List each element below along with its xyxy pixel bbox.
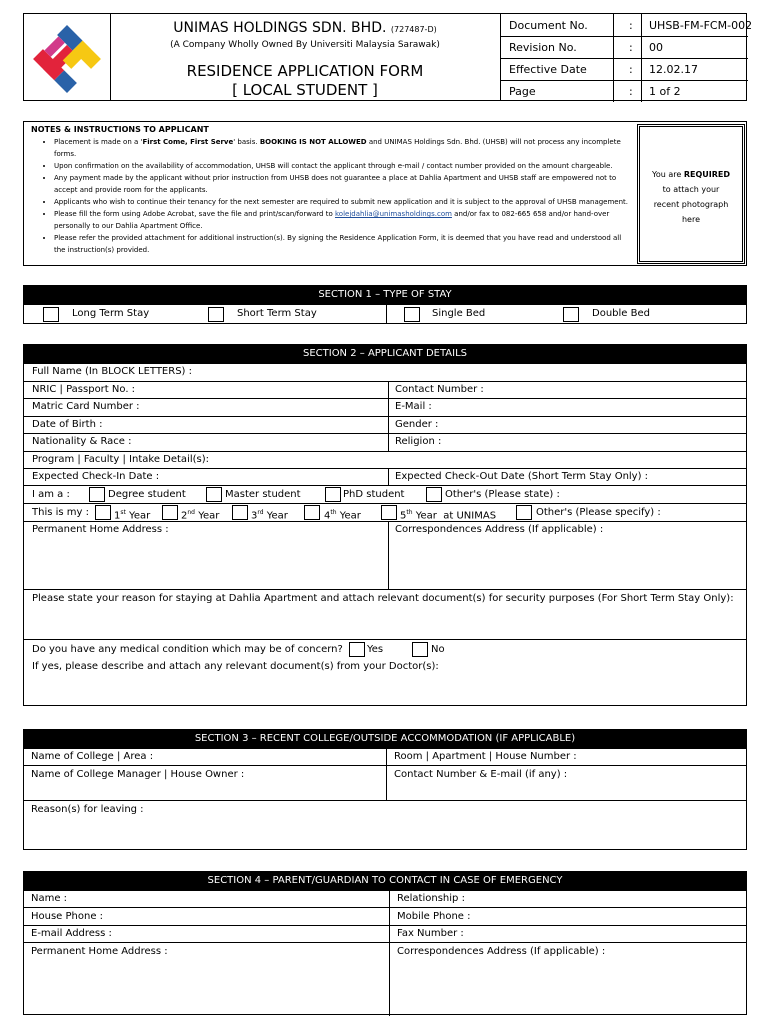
notes-block: [23, 121, 747, 266]
photo-placeholder[interactable]: You are REQUIRED to attach your recent photograph here: [637, 124, 745, 264]
program-faculty-label: Program | Faculty | Intake Detail(s):: [32, 454, 210, 465]
form-subtitle: [ LOCAL STUDENT ]: [232, 81, 378, 99]
degree-student-checkbox[interactable]: [89, 487, 105, 502]
long-term-stay-label: Long Term Stay: [72, 308, 150, 319]
meta-label: Effective Date: [509, 63, 587, 76]
medical-no-label: No: [431, 644, 445, 655]
company-logo: [30, 22, 104, 96]
year-3-label: 3rd Year: [251, 509, 288, 522]
company-reg-no: (727487-D): [390, 25, 437, 34]
year-4-label: 4th Year: [324, 509, 361, 522]
year-other-checkbox[interactable]: [516, 505, 532, 520]
nric-label: NRIC | Passport No. :: [32, 384, 136, 395]
year-2-label: 2nd Year: [181, 509, 220, 522]
phd-student-label: PhD student: [343, 489, 405, 500]
gender-label: Gender :: [395, 419, 439, 430]
guardian-permanent-address-label: Permanent Home Address :: [31, 946, 168, 957]
guardian-correspondence-address-label: Correspondences Address (If applicable) :: [397, 946, 606, 957]
long-term-stay-checkbox[interactable]: [43, 307, 59, 322]
medical-description-label: If yes, please describe and attach any relevant document(s) from your Doctor(s):: [32, 661, 439, 672]
house-phone-label: House Phone :: [31, 911, 104, 922]
nationality-race-label: Nationality & Race :: [32, 436, 132, 447]
degree-student-label: Degree student: [108, 489, 186, 500]
medical-yes-checkbox[interactable]: [349, 642, 365, 657]
college-name-label: Name of College | Area :: [31, 751, 154, 762]
section1-header: SECTION 1 – TYPE OF STAY: [24, 286, 746, 304]
note-item: • Please refer the provided attachment for additional instruction(s). By signing the Residence Application Form, it is deemed that you have read and understood all the instruction(s) provided.: [54, 232, 632, 256]
master-student-label: Master student: [225, 489, 301, 500]
year-other-label: Other's (Please specify) :: [536, 507, 661, 518]
section4-header: SECTION 4 – PARENT/GUARDIAN TO CONTACT IN CASE OF EMERGENCY: [24, 872, 746, 890]
meta-sep: :: [629, 41, 633, 54]
fax-number-label: Fax Number :: [397, 928, 464, 939]
meta-label: Document No.: [509, 19, 588, 32]
email-link[interactable]: kolejdahlia@unimasholdings.com: [334, 210, 452, 218]
header-block: [23, 13, 753, 101]
year-3-checkbox[interactable]: [232, 505, 248, 520]
company-name: UNIMAS HOLDINGS SDN. BHD.: [173, 20, 387, 36]
form-title: RESIDENCE APPLICATION FORM: [186, 62, 424, 80]
other-student-label: Other's (Please state) :: [445, 489, 560, 500]
guardian-email-label: E-mail Address :: [31, 928, 112, 939]
meta-label: Page: [509, 85, 536, 98]
other-student-checkbox[interactable]: [426, 487, 442, 502]
permanent-address-label: Permanent Home Address :: [32, 524, 169, 535]
year-4-checkbox[interactable]: [304, 505, 320, 520]
section4-emergency-contact: [23, 871, 747, 1015]
unimas-logo-icon: [30, 22, 104, 96]
double-bed-checkbox[interactable]: [563, 307, 579, 322]
meta-label: Revision No.: [509, 41, 577, 54]
note-item: • Placement is made on a 'First Come, First Serve' basis. BOOKING IS NOT ALLOWED and UNIMAS Holdings Sdn. Bhd. (UHSB) will not process any incomplete forms.: [54, 136, 632, 160]
contact-number-label: Contact Number :: [395, 384, 484, 395]
year-1-checkbox[interactable]: [95, 505, 111, 520]
year-5-checkbox[interactable]: [381, 505, 397, 520]
section3-recent-accommodation: [23, 729, 747, 850]
date-of-birth-label: Date of Birth :: [32, 419, 103, 430]
guardian-name-label: Name :: [31, 893, 68, 904]
meta-value: 00: [649, 41, 663, 54]
company-subtitle: (A Company Wholly Owned By Universiti Malaysia Sarawak): [170, 40, 440, 50]
year-1-label: 1st Year: [114, 509, 151, 522]
check-in-date-label: Expected Check-In Date :: [32, 471, 160, 482]
note-item: • Applicants who wish to continue their tenancy for the next semester are required to submit new application and it is subject to the approval of UHSB management.: [54, 196, 632, 208]
meta-value: 1 of 2: [649, 85, 681, 98]
short-term-stay-label: Short Term Stay: [237, 308, 317, 319]
religion-label: Religion :: [395, 436, 442, 447]
i-am-a-label: I am a :: [32, 489, 70, 500]
check-out-date-label: Expected Check-Out Date (Short Term Stay Only) :: [395, 471, 649, 482]
medical-question-label: Do you have any medical condition which may be of concern?: [32, 644, 343, 655]
meta-sep: :: [629, 85, 633, 98]
college-contact-label: Contact Number & E-mail (if any) :: [394, 769, 568, 780]
single-bed-checkbox[interactable]: [404, 307, 420, 322]
section2-applicant-details: [23, 344, 747, 706]
this-is-my-label: This is my :: [32, 507, 89, 518]
leaving-reason-label: Reason(s) for leaving :: [31, 804, 144, 815]
document-meta-table: [501, 14, 753, 102]
matric-card-label: Matric Card Number :: [32, 401, 140, 412]
section3-header: SECTION 3 – RECENT COLLEGE/OUTSIDE ACCOMMODATION (IF APPLICABLE): [24, 730, 746, 748]
medical-no-checkbox[interactable]: [412, 642, 428, 657]
relationship-label: Relationship :: [397, 893, 465, 904]
section1-type-of-stay: [23, 285, 747, 324]
note-item: • Upon confirmation on the availability of accommodation, UHSB will contact the applicant through e-mail / contact number provided on the amount chargeable.: [54, 160, 632, 172]
double-bed-label: Double Bed: [592, 308, 650, 319]
meta-sep: :: [629, 19, 633, 32]
short-term-stay-checkbox[interactable]: [208, 307, 224, 322]
stay-reason-label: Please state your reason for staying at Dahlia Apartment and attach relevant document(s) for security purposes (For Short Term Stay Only):: [32, 593, 734, 604]
email-label: E-Mail :: [395, 401, 432, 412]
phd-student-checkbox[interactable]: [325, 487, 341, 502]
room-number-label: Room | Apartment | House Number :: [394, 751, 577, 762]
correspondence-address-label: Correspondences Address (If applicable) :: [395, 524, 604, 535]
meta-value: 12.02.17: [649, 63, 698, 76]
meta-value: UHSB-FM-FCM-002: [649, 19, 753, 32]
note-item: • Please fill the form using Adobe Acrobat, save the file and print/scan/forward to kolejdahlia@unimasholdings.com and/or fax to 082-665 658 and/or hand-over personally to our Dahlia Apartment Office.: [54, 208, 632, 232]
master-student-checkbox[interactable]: [206, 487, 222, 502]
year-2-checkbox[interactable]: [162, 505, 178, 520]
meta-sep: :: [629, 63, 633, 76]
single-bed-label: Single Bed: [432, 308, 486, 319]
notes-title: NOTES & INSTRUCTIONS TO APPLICANT: [31, 125, 209, 134]
college-manager-label: Name of College Manager | House Owner :: [31, 769, 245, 780]
mobile-phone-label: Mobile Phone :: [397, 911, 471, 922]
notes-list: [24, 136, 632, 256]
year-5-label: 5th Year at UNIMAS: [400, 509, 497, 522]
section2-header: SECTION 2 – APPLICANT DETAILS: [24, 345, 746, 363]
full-name-label: Full Name (In BLOCK LETTERS) :: [32, 366, 192, 377]
medical-yes-label: Yes: [367, 644, 384, 655]
note-item: • Any payment made by the applicant without prior instruction from UHSB does not guarantee a place at Dahlia Apartment and UHSB staff are empowered not to accept and provide room for the applicants.: [54, 172, 632, 196]
